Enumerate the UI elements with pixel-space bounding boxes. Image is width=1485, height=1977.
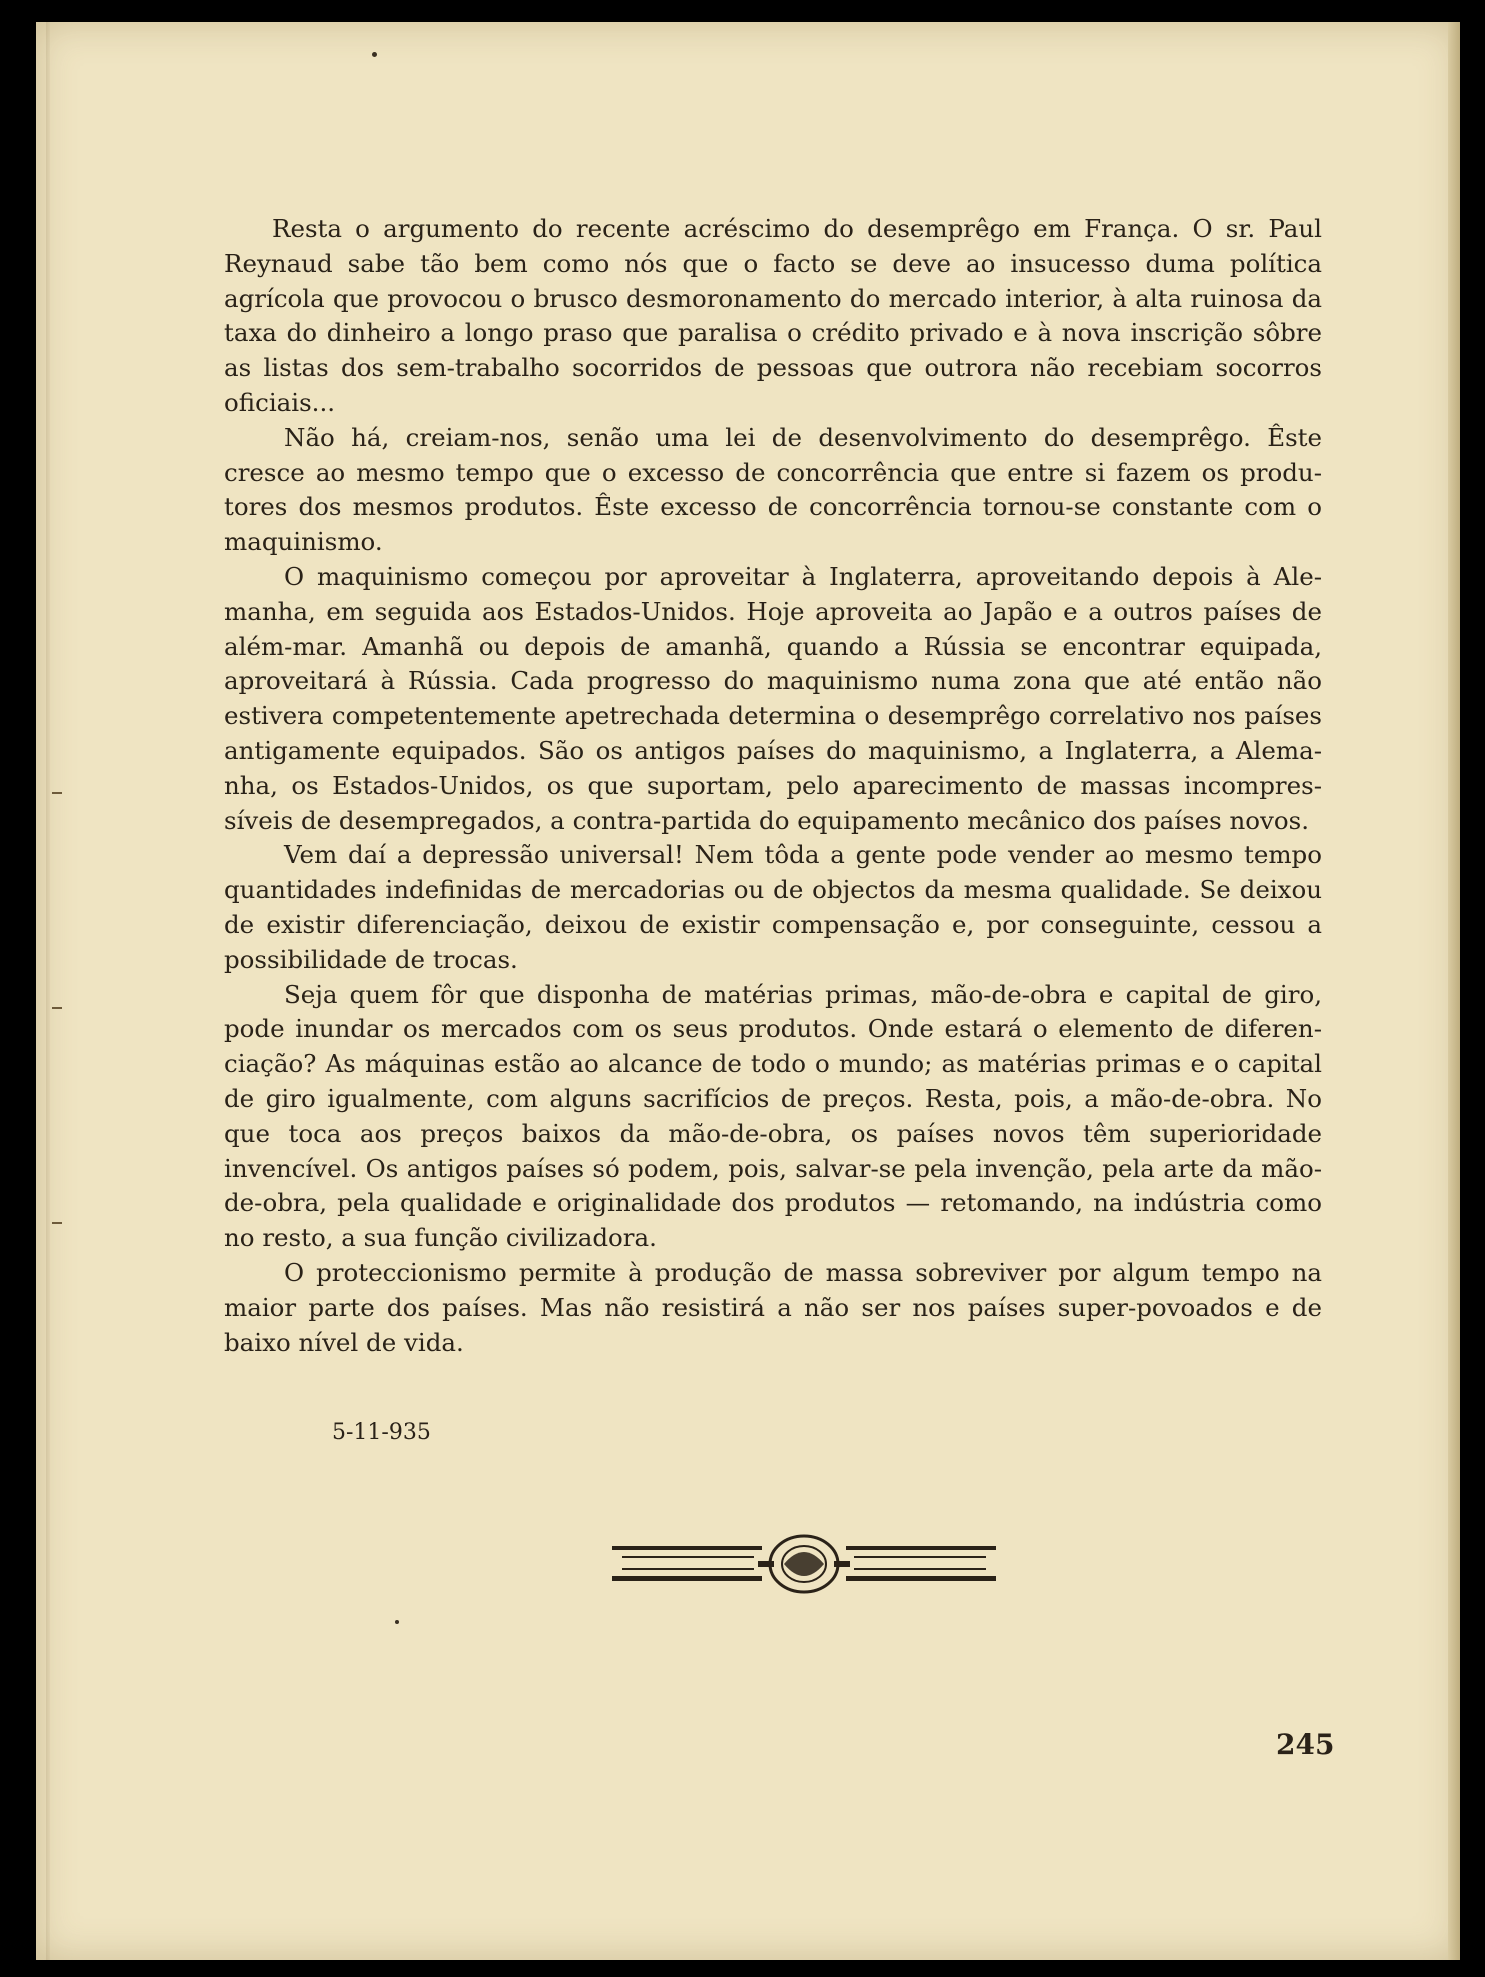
paper-sheet [36, 22, 1460, 1960]
paragraph: Vem daí a depressão universal! Nem tôda a gente pode vender ao mesmo tempo quantidades indefinidas de mercadorias ou de objectos da mesma qualidade. Se deixou de existir diferenciação, deixou de existir compensação e, por conseguinte, cessou a possibilidade de trocas. [224, 840, 1322, 974]
paragraph: Resta o argumento do recente acréscimo do desemprêgo em França. O sr. Paul Reynaud sabe tão bem como nós que o facto se deve ao insucesso duma política agrícola que provocou o brusco desmoronamento do mercado interior, à alta ruinosa da taxa do dinheiro a longo praso que paralisa o crédito privado e à nova inscrição sôbre as listas dos sem-trabalho socorridos de pessoas que outrora não recebiam socorros oficiais... [224, 214, 1322, 417]
binding-edge [46, 22, 50, 1960]
page-number: 245 [1276, 1728, 1335, 1761]
page-edge [1448, 22, 1460, 1960]
ink-speck [395, 1620, 399, 1624]
paragraph: O proteccionismo permite à produção de massa sobreviver por algum tempo na maior parte dos países. Mas não resistirá a não ser nos países super-povoados e de baixo nível de vida. [224, 1257, 1322, 1357]
decorative-ornament [608, 1532, 1000, 1596]
article-body [224, 212, 1322, 1360]
paragraph: O maquinismo começou por aproveitar à Inglaterra, aproveitando depois à Alemanha, em seguida aos Estados-Unidos. Hoje aproveita ao Japão e a outros países de além-mar. Amanhã ou depois de amanhã, quando a Rússia se encontrar equipada, aproveitará à Rússia. Cada progresso do maquinismo numa zona que até então não estivera competentemente apetrechada determina o desemprêgo correlativo nos países antigamente equipados. São os antigos países do maquinismo, a Inglaterra, a Alemanha, os Estados-Unidos, os que suportam, pelo aparecimento de massas incompressíveis de desempregados, a contra-partida do equipamento mecânico dos países novos. [224, 561, 1322, 835]
article-date: 5-11-935 [332, 1420, 431, 1445]
paragraph: Não há, creiam-nos, senão uma lei de desenvolvimento do desemprêgo. Êste cresce ao mesmo tempo que o excesso de concorrência que entre si fazem os produtores dos mesmos produtos. Êste excesso de concorrência tornou-se constante com o maquinismo. [224, 422, 1322, 557]
margin-mark [52, 792, 62, 794]
margin-mark [52, 1007, 62, 1009]
margin-mark [52, 1222, 62, 1224]
paragraph: Seja quem fôr que disponha de matérias primas, mão-de-obra e capital de giro, pode inundar os mercados com os seus produtos. Onde estará o elemento de diferenciação? As máquinas estão ao alcance de todo o mundo; as matérias primas e o capital de giro igualmente, com alguns sacrifícios de preços. Resta, pois, a mão-de-obra. No que toca aos preços baixos da mão-de-obra, os países novos têm superioridade invencível. Os antigos países só podem, pois, salvar-se pela invenção, pela arte da mão-de-obra, pela qualidade e originalidade dos produtos — retomando, na indústria como no resto, a sua função civilizadora. [224, 979, 1322, 1253]
ink-speck [372, 52, 377, 57]
